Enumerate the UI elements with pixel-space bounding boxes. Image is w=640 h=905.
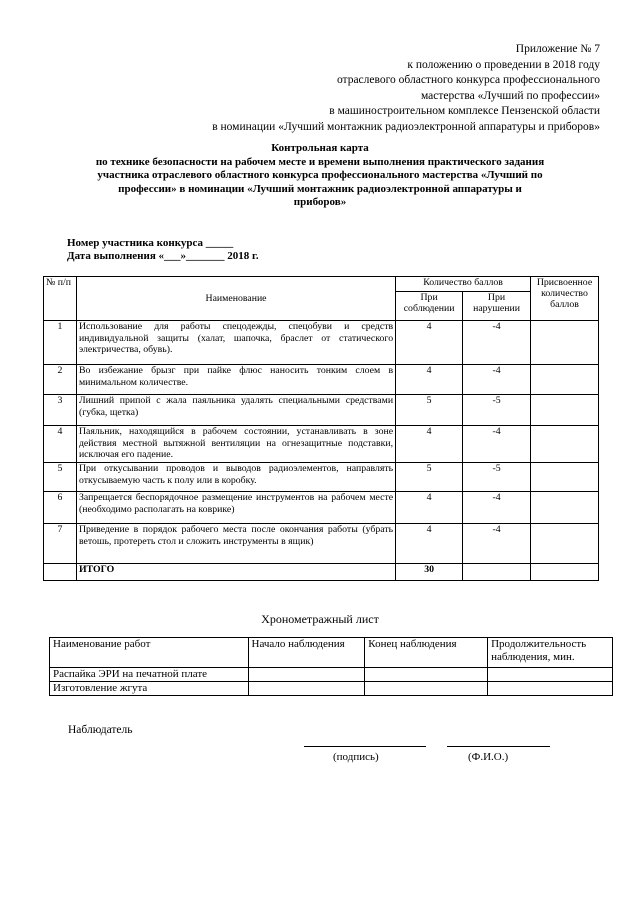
appendix-line: к положению о проведении в 2018 году	[407, 58, 600, 71]
signature-line	[304, 746, 426, 747]
row-text: Приведение в порядок рабочего места после окончания работы (убрать ветошь, протереть стол и сложить инструменты в ящик)	[76, 524, 395, 564]
table-row	[44, 395, 599, 426]
row-text: Во избежание брызг при пайке флюс наносить тонким слоем в минимальном количестве.	[76, 365, 395, 395]
row-plus: 4	[396, 365, 463, 395]
row-awarded	[531, 463, 599, 492]
appendix-line: в номинации «Лучший монтажник радиоэлектронной аппаратуры и приборов»	[212, 120, 600, 133]
row-plus: 4	[396, 321, 463, 365]
title-line: приборов»	[293, 196, 347, 208]
document-title	[44, 142, 596, 210]
row-awarded	[531, 492, 599, 524]
chrono-title: Хронометражный лист	[261, 612, 379, 626]
chrono-start	[248, 668, 365, 682]
title-line: по технике безопасности на рабочем месте и времени выполнения практического задания	[95, 155, 545, 168]
row-minus: -4	[463, 426, 531, 463]
total-label: ИТОГО	[76, 564, 395, 581]
row-minus: -5	[463, 463, 531, 492]
header-num: № п/п	[44, 277, 77, 321]
table-row	[44, 463, 599, 492]
chrono-header: Конец наблюдения	[365, 638, 488, 668]
header-awarded: Присвоенное количество баллов	[531, 277, 599, 321]
row-text: Паяльник, находящийся в рабочем состоянии, устанавливать в зоне действия местной вытяжной вентиляции на огнезащитные подставки, исключая его падение.	[76, 426, 395, 463]
table-row	[44, 365, 599, 395]
fio-line	[447, 746, 550, 747]
appendix-line: мастерства «Лучший по профессии»	[420, 89, 600, 102]
total-num	[44, 564, 77, 581]
table-row	[44, 426, 599, 463]
row-num: 6	[44, 492, 77, 524]
row-minus: -5	[463, 395, 531, 426]
chrono-start	[248, 682, 365, 696]
chrono-duration	[488, 668, 613, 682]
chrono-header-row	[50, 638, 613, 668]
chrono-header: Начало наблюдения	[248, 638, 365, 668]
header-violate: При нарушении	[463, 292, 531, 321]
row-num: 2	[44, 365, 77, 395]
signature-caption: (подпись)	[333, 751, 379, 763]
row-minus: -4	[463, 321, 531, 365]
table-row	[44, 524, 599, 564]
row-plus: 5	[396, 463, 463, 492]
row-awarded	[531, 524, 599, 564]
total-minus	[463, 564, 531, 581]
row-minus: -4	[463, 492, 531, 524]
observer-label: Наблюдатель	[68, 724, 133, 736]
chrono-table	[49, 637, 613, 696]
row-plus: 4	[396, 426, 463, 463]
chrono-end	[365, 668, 488, 682]
chrono-row	[50, 682, 613, 696]
appendix-line: отраслевого областного конкурса профессионального	[336, 74, 600, 86]
row-plus: 5	[396, 395, 463, 426]
appendix-header	[80, 42, 600, 135]
participant-number: Номер участника конкурса _____	[67, 237, 234, 249]
row-awarded	[531, 321, 599, 365]
chrono-row	[50, 668, 613, 682]
row-plus: 4	[396, 492, 463, 524]
total-value: 30	[396, 564, 463, 581]
total-row	[44, 564, 599, 581]
row-num: 3	[44, 395, 77, 426]
chrono-header: Наименование работ	[50, 638, 249, 668]
title-line: участника отраслевого областного конкурса профессионального мастерства «Лучший по	[97, 169, 543, 181]
row-num: 5	[44, 463, 77, 492]
chrono-end	[365, 682, 488, 696]
title-line: профессии» в номинации «Лучший монтажник радиоэлектронной аппаратуры и	[118, 182, 522, 195]
row-text: Запрещается беспорядочное размещение инструментов на рабочем месте (необходимо располагать на коврике)	[76, 492, 395, 524]
row-awarded	[531, 395, 599, 426]
total-awarded	[531, 564, 599, 581]
title-line: Контрольная карта	[271, 142, 369, 154]
table-row	[44, 321, 599, 365]
appendix-line: Приложение № 7	[515, 43, 600, 55]
chrono-work: Изготовление жгута	[50, 682, 249, 696]
row-awarded	[531, 365, 599, 395]
table-row	[44, 492, 599, 524]
row-awarded	[531, 426, 599, 463]
appendix-line: в машиностроительном комплексе Пензенской области	[329, 105, 600, 117]
row-text: Использование для работы спецодежды, спецобуви и средств индивидуальной защиты (халат, шапочка, браслет от статического электричества, обувь).	[76, 321, 395, 365]
control-card-table	[43, 276, 599, 581]
row-minus: -4	[463, 524, 531, 564]
row-text: При откусывании проводов и выводов радиоэлементов, направлять откусываемую часть к полу или в коробку.	[76, 463, 395, 492]
row-num: 1	[44, 321, 77, 365]
fio-caption: (Ф.И.О.)	[468, 751, 509, 763]
chrono-header: Продолжительность наблюдения, мин.	[488, 638, 613, 668]
row-text: Лишний припой с жала паяльника удалять специальными средствами (губка, щетка)	[76, 395, 395, 426]
row-num: 7	[44, 524, 77, 564]
completion-date: Дата выполнения «___»_______ 2018 г.	[67, 250, 259, 262]
header-name: Наименование	[76, 277, 395, 321]
row-minus: -4	[463, 365, 531, 395]
row-num: 4	[44, 426, 77, 463]
chrono-work: Распайка ЭРИ на печатной плате	[50, 668, 249, 682]
participant-meta	[67, 237, 259, 263]
row-plus: 4	[396, 524, 463, 564]
header-comply: При соблюдении	[396, 292, 463, 321]
header-points: Количество баллов	[396, 277, 531, 292]
chrono-duration	[488, 682, 613, 696]
